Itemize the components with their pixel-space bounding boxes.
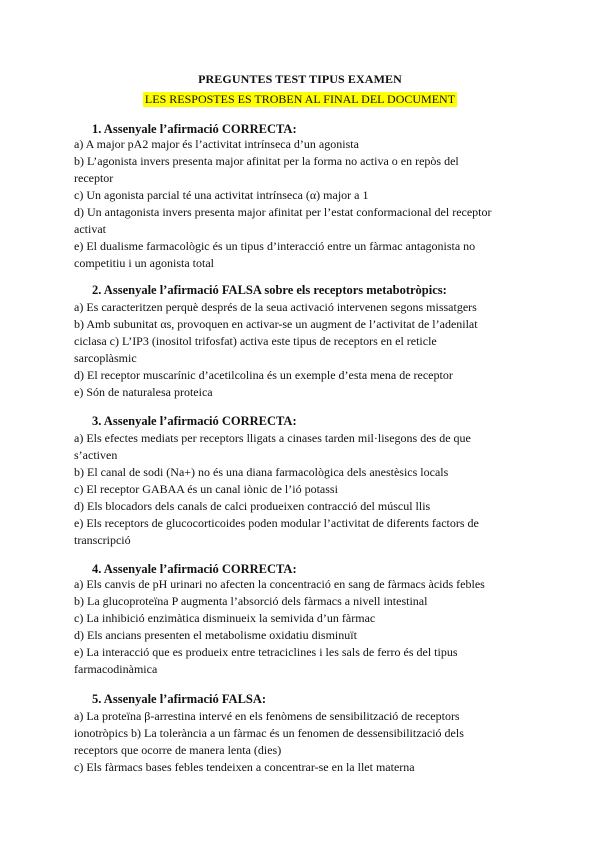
question-5-option-line: a) La proteïna β-arrestina intervé en els fenòmens de sensibilització de receptors	[74, 709, 460, 723]
question-2-heading: 2. Assenyale l’afirmació FALSA sobre els receptors metabotròpics:	[92, 283, 447, 297]
question-2-option-line: a) Es caracteritzen perquè després de la seua activació intervenen segons missatgers	[74, 300, 477, 314]
question-2-option-line: ciclasa c) L’IP3 (inositol trifosfat) activa este tipus de receptors en el reticle	[74, 334, 437, 348]
question-3-heading: 3. Assenyale l’afirmació CORRECTA:	[92, 414, 297, 428]
question-3-option-line: transcripció	[74, 533, 131, 547]
question-4-option-line: d) Els ancians presenten el metabolisme oxidatiu disminuït	[74, 628, 357, 642]
question-4-option-line: e) La interacció que es produeix entre tetraciclines i les sals de ferro és del tipus	[74, 645, 458, 659]
document-subtitle-wrapper	[0, 90, 600, 108]
question-1-option-line: activat	[74, 222, 106, 236]
question-5-option-line: c) Els fàrmacs bases febles tendeixen a concentrar-se en la llet materna	[74, 760, 415, 774]
question-3-option-line: d) Els blocadors dels canals de calci produeixen contracció del múscul llis	[74, 499, 431, 513]
question-1-option-line: e) El dualisme farmacològic és un tipus d’interacció entre un fàrmac antagonista no	[74, 239, 476, 253]
question-1-option-line: c) Un agonista parcial té una activitat intrínseca (α) major a 1	[74, 188, 369, 202]
question-3-option-line: s’activen	[74, 448, 118, 462]
question-5-option-line: ionotròpics b) La tolerància a un fàrmac és un fenomen de dessensibilització dels	[74, 726, 464, 740]
question-4-heading: 4. Assenyale l’afirmació CORRECTA:	[92, 562, 297, 576]
document-subtitle-highlighted: LES RESPOSTES ES TROBEN AL FINAL DEL DOCUMENT	[144, 92, 456, 106]
document-title: PREGUNTES TEST TIPUS EXAMEN	[198, 72, 402, 86]
question-5-heading: 5. Assenyale l’afirmació FALSA:	[92, 692, 267, 706]
question-1-heading: 1. Assenyale l’afirmació CORRECTA:	[92, 122, 297, 136]
question-3-option-line: a) Els efectes mediats per receptors lligats a cinases tarden mil·lisegons des de que	[74, 431, 471, 445]
question-1-option-line: b) L’agonista invers presenta major afinitat per la forma no activa o en repòs del	[74, 154, 459, 168]
question-1-option-line: d) Un antagonista invers presenta major afinitat per l’estat conformacional del receptor	[74, 205, 492, 219]
question-1-option-line: competitiu i un agonista total	[74, 256, 214, 270]
question-4-option-line: b) La glucoproteïna P augmenta l’absorció dels fàrmacs a nivell intestinal	[74, 594, 428, 608]
question-4-option-line: c) La inhibició enzimàtica disminueix la semivida d’un fàrmac	[74, 611, 376, 625]
question-3-option-line: e) Els receptors de glucocorticoides poden modular l’activitat de diferents factors de	[74, 516, 479, 530]
question-1-option-line: a) A major pA2 major és l’activitat intrínseca d’un agonista	[74, 137, 359, 151]
question-4-option-line: farmacodinàmica	[74, 662, 158, 676]
question-2-option-line: e) Són de naturalesa proteica	[74, 385, 213, 399]
question-5-option-line: receptors que ocorre de manera lenta (dies)	[74, 743, 282, 757]
question-4-option-line: a) Els canvis de pH urinari no afecten la concentració en sang de fàrmacs àcids febles	[74, 577, 485, 591]
question-3-option-line: b) El canal de sodi (Na+) no és una diana farmacològica dels anestèsics locals	[74, 465, 449, 479]
question-2-option-line: sarcoplàsmic	[74, 351, 137, 365]
question-3-option-line: c) El receptor GABAA és un canal iònic de l’ió potassi	[74, 482, 338, 496]
question-2-option-line: d) El receptor muscarínic d’acetilcolina és un exemple d’esta mena de receptor	[74, 368, 453, 382]
question-2-option-line: b) Amb subunitat αs, provoquen en activar-se un augment de l’activitat de l’adenilat	[74, 317, 478, 331]
question-1-option-line: receptor	[74, 171, 114, 185]
